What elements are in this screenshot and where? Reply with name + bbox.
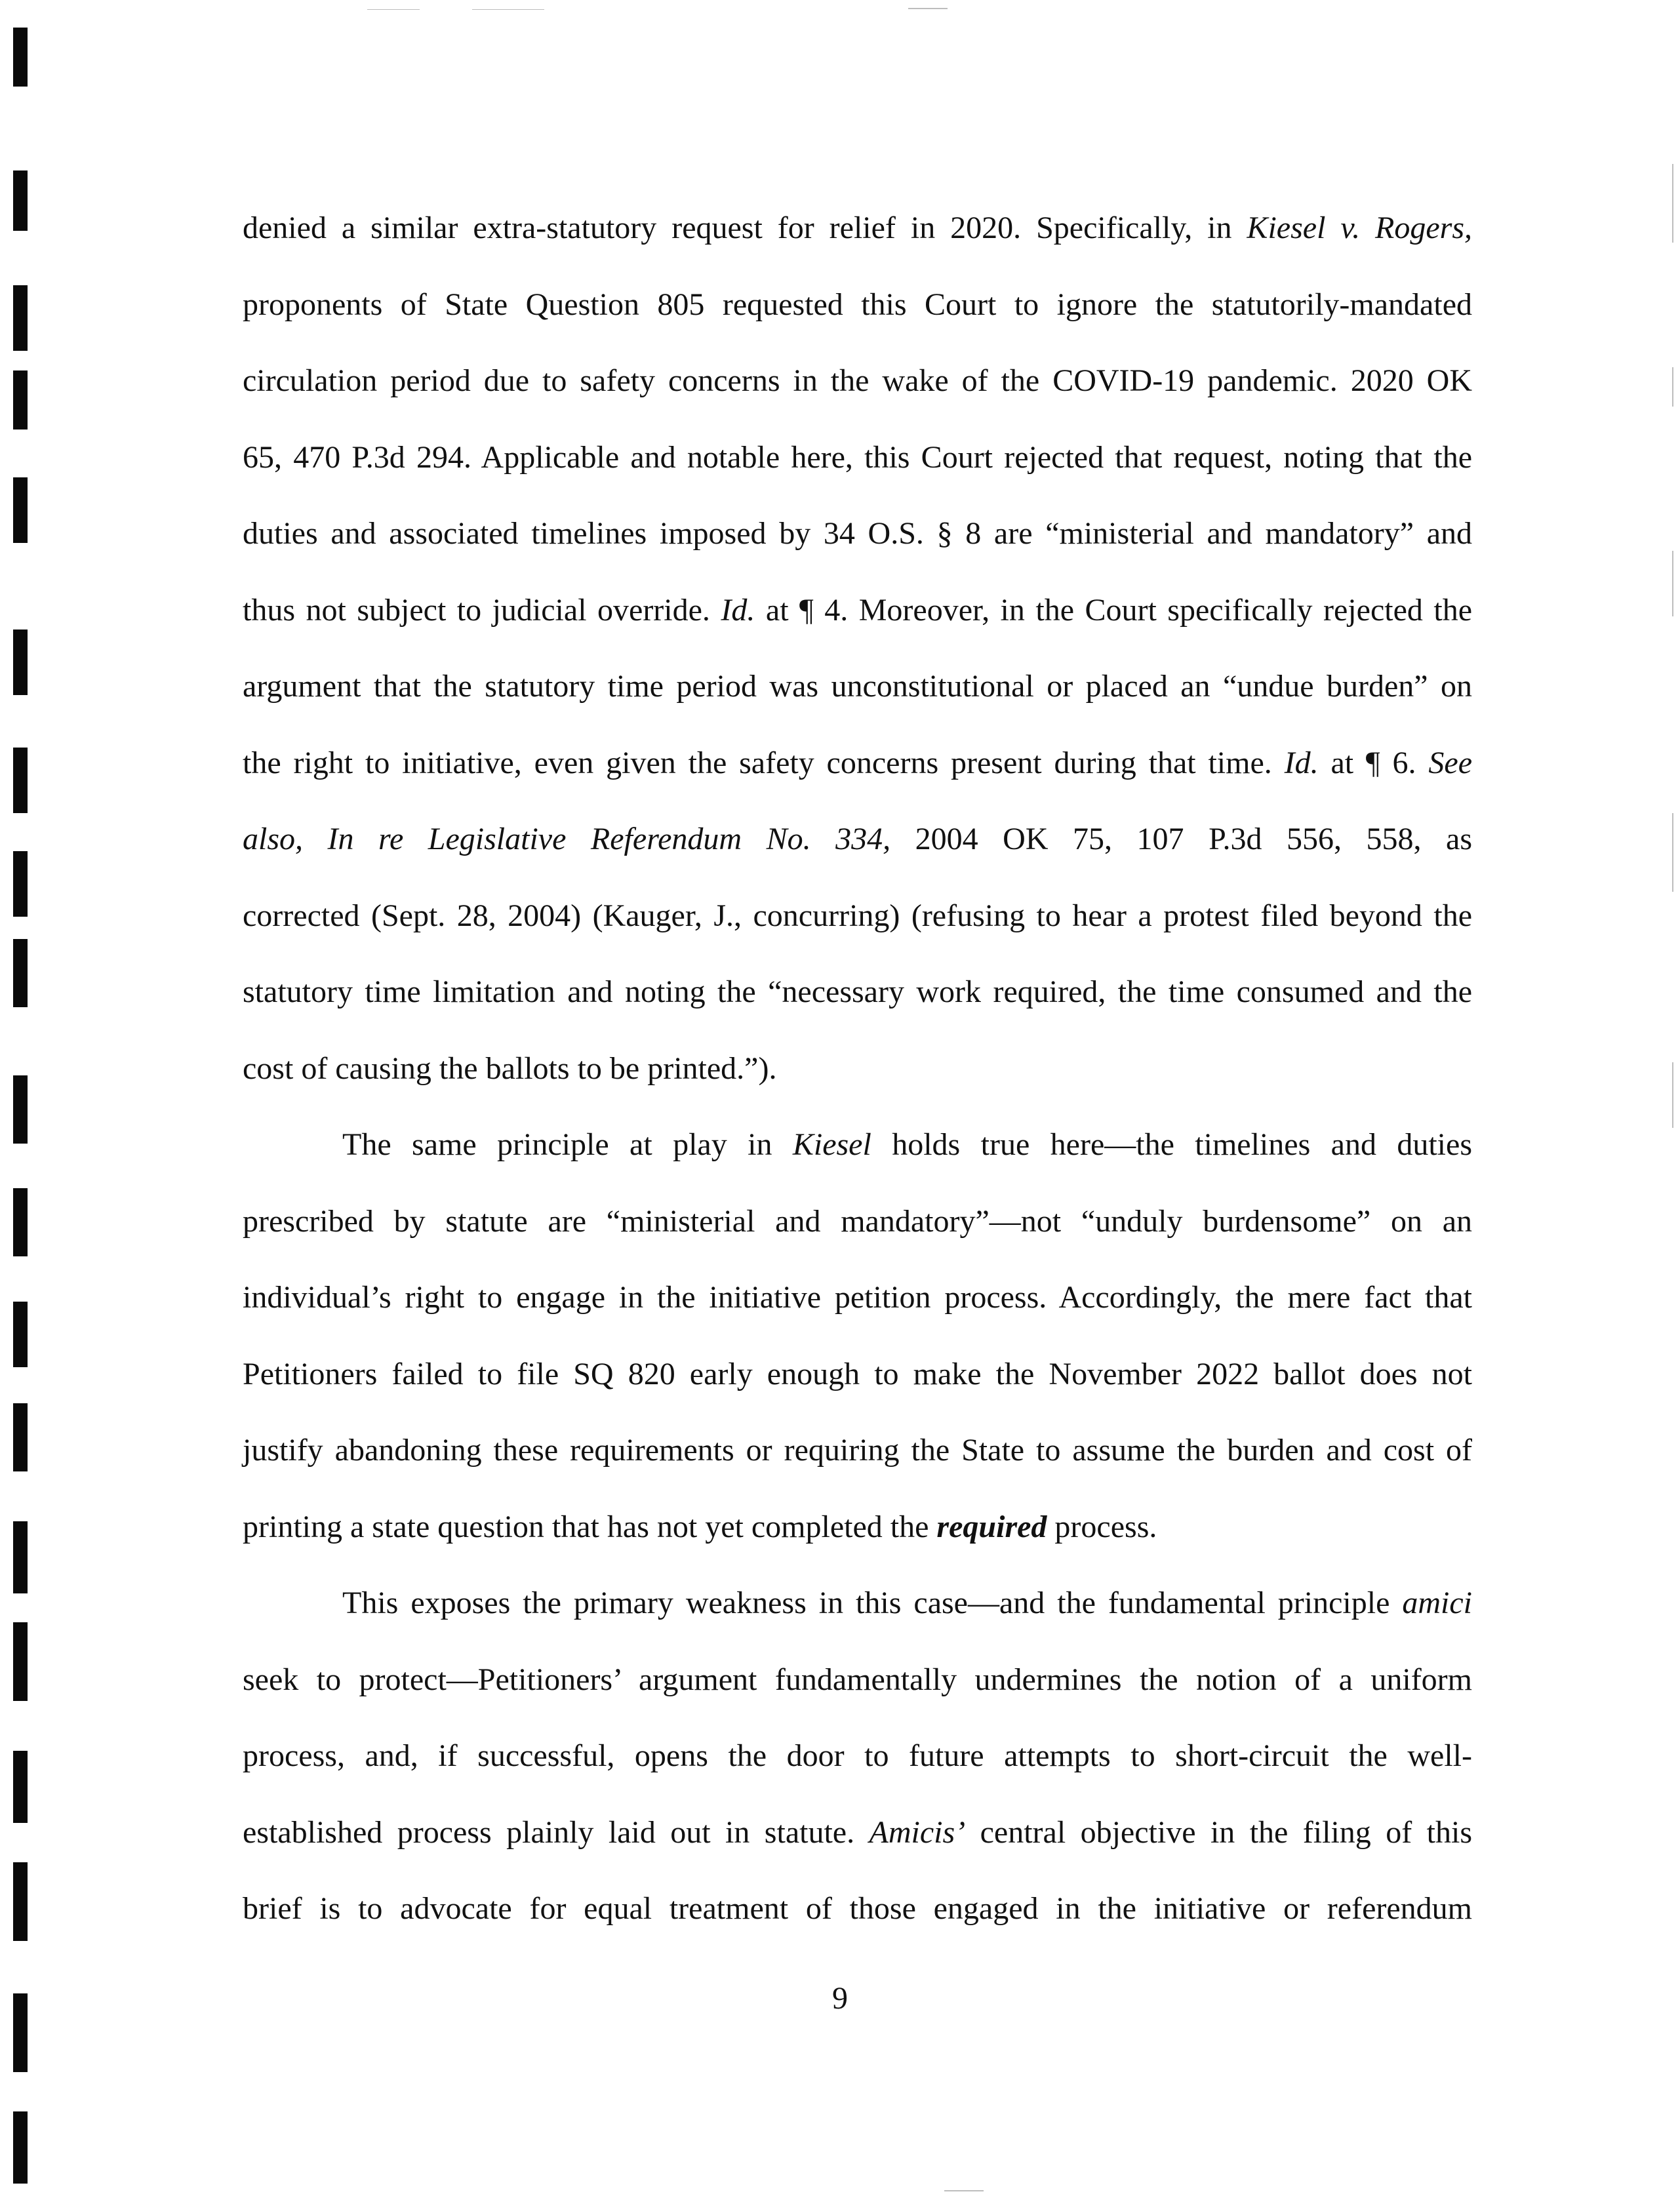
text-line: 65, 470 P.3d 294. Applicable and notable here, this Court rejected that request, noting that the: [243, 439, 1472, 475]
binder-mark: [13, 1622, 28, 1701]
binder-mark: [13, 1188, 28, 1256]
scan-artifact: [367, 9, 420, 10]
text-line: argument that the statutory time period was unconstitutional or placed an “undue burden” on: [243, 669, 1472, 704]
text-line: duties and associated timelines imposed by 34 O.S. § 8 are “ministerial and mandatory” and: [243, 516, 1472, 551]
scan-artifact: [1672, 813, 1673, 892]
text-line: The same principle at play in Kiesel holds true here—the timelines and duties: [342, 1127, 1472, 1162]
text-line: Petitioners failed to file SQ 820 early enough to make the November 2022 ballot does not: [243, 1356, 1472, 1391]
binder-mark: [13, 170, 28, 231]
text-line: thus not subject to judicial override. Id. at ¶ 4. Moreover, in the Court specifically rejected the: [243, 592, 1473, 628]
text-line: circulation period due to safety concerns in the wake of the COVID-19 pandemic. 2020 OK: [243, 363, 1472, 398]
binder-mark: [13, 1302, 28, 1367]
binder-mark: [13, 2111, 28, 2184]
scan-artifact: [1672, 367, 1673, 407]
text-line: brief is to advocate for equal treatment of those engaged in the initiative or referendum: [243, 1891, 1472, 1926]
text-line: cost of causing the ballots to be printed.”).: [243, 1050, 777, 1086]
text-line: denied a similar extra-statutory request for relief in 2020. Specifically, in Kiesel v. Rogers,: [243, 210, 1473, 245]
text-line: proponents of State Question 805 requested this Court to ignore the statutorily-mandated: [243, 287, 1472, 322]
id-citation: Id.: [1284, 745, 1319, 780]
binder-mark: [13, 285, 28, 351]
scan-artifact: [908, 8, 948, 9]
binder-mark: [13, 477, 28, 543]
scan-artifact: [1672, 551, 1673, 616]
page-number: 9: [832, 1981, 848, 2016]
emphasis-amici: amici: [1402, 1586, 1472, 1620]
text-line: justify abandoning these requirements or requiring the State to assume the burden and cost of: [243, 1433, 1472, 1468]
text-line: established process plainly laid out in statute. Amicis’ central objective in the filing of this: [243, 1814, 1472, 1850]
binder-mark: [13, 939, 28, 1007]
text-line: printing a state question that has not yet completed the required process.: [243, 1509, 1157, 1544]
emphasis-amicis: Amicis’: [869, 1814, 966, 1850]
text-line: also, In re Legislative Referendum No. 334, 2004 OK 75, 107 P.3d 556, 558, as: [243, 822, 1473, 856]
binder-mark: [13, 1862, 28, 1941]
scan-artifact: [1672, 164, 1673, 243]
text-line: the right to initiative, even given the safety concerns present during that time. Id. at ¶ 6. See: [243, 745, 1472, 780]
text-line: individual’s right to engage in the initiative petition process. Accordingly, the mere fact that: [243, 1280, 1472, 1315]
see-signal: See: [1428, 745, 1472, 780]
case-citation: Kiesel: [792, 1127, 871, 1162]
scan-artifact: [944, 2190, 984, 2191]
id-citation: Id.: [721, 592, 755, 628]
text-line: process, and, if successful, opens the door to future attempts to short-circuit the well-: [243, 1738, 1472, 1773]
text-line: statutory time limitation and noting the “necessary work required, the time consumed and the: [243, 974, 1472, 1009]
binder-mark: [13, 1521, 28, 1593]
binder-mark: [13, 851, 28, 917]
binder-mark: [13, 748, 28, 813]
binder-mark: [13, 370, 28, 430]
text-line: prescribed by statute are “ministerial and mandatory”—not “unduly burdensome” on an: [243, 1203, 1472, 1239]
body-text: [243, 190, 1472, 1948]
text-line: This exposes the primary weakness in this case—and the fundamental principle amici: [342, 1586, 1472, 1620]
scan-artifact: [1672, 1062, 1673, 1128]
emphasis-required: required: [936, 1509, 1047, 1544]
scan-artifact: [472, 9, 544, 10]
binder-mark: [13, 28, 28, 87]
binder-mark: [13, 1403, 28, 1471]
binder-mark: [13, 629, 28, 695]
binder-mark: [13, 1075, 28, 1144]
case-citation: Kiesel v. Rogers,: [1247, 210, 1473, 245]
case-citation: also, In re Legislative Referendum No. 334,: [243, 822, 891, 856]
text-line: seek to protect—Petitioners’ argument fundamentally undermines the notion of a uniform: [243, 1662, 1472, 1697]
text-line: corrected (Sept. 28, 2004) (Kauger, J., concurring) (refusing to hear a protest filed beyond the: [243, 898, 1472, 933]
binder-mark: [13, 1751, 28, 1823]
